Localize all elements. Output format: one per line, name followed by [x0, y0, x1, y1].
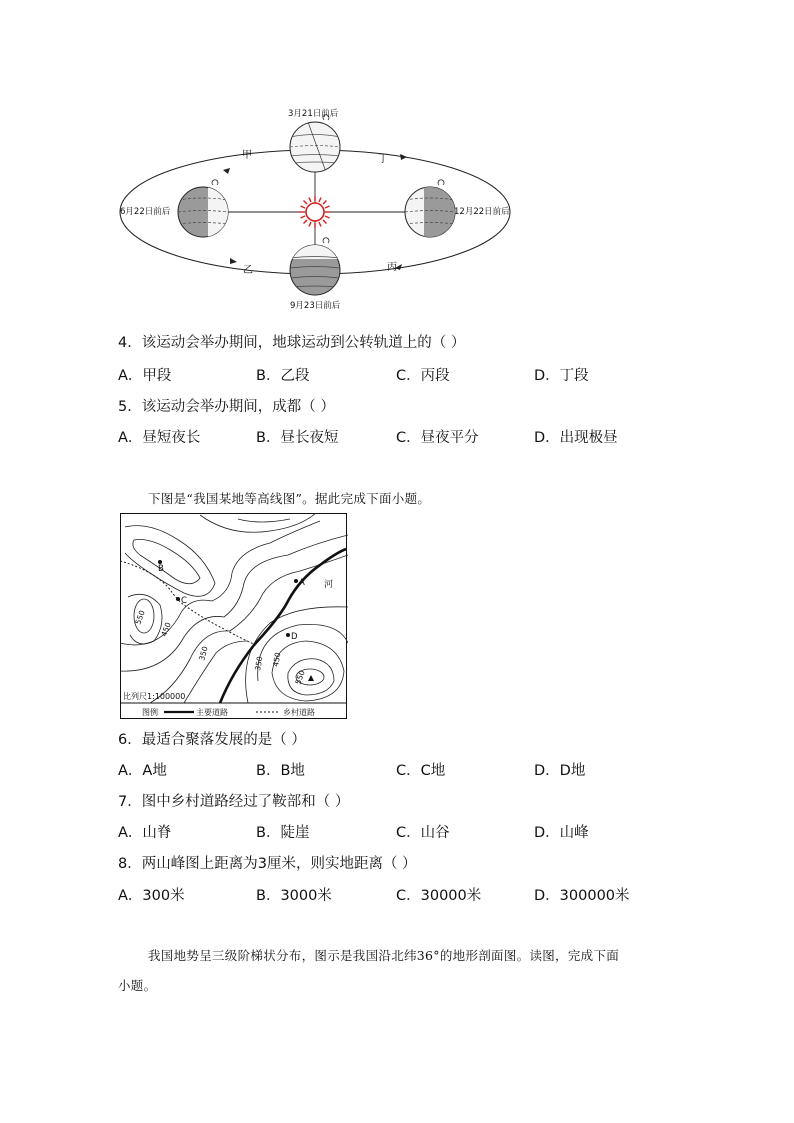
earth-march-icon [290, 115, 340, 172]
segment-label-jia: 甲 [242, 150, 252, 161]
q7-option-c[interactable]: C．山谷 [396, 825, 450, 841]
question-6-stem: 6．最适合聚落发展的是（ ） [118, 732, 306, 748]
river-label: 河 [324, 580, 334, 590]
earth-september-icon [290, 238, 340, 295]
q5-option-a[interactable]: A．昼短夜长 [118, 430, 201, 446]
contour-label-450b: 450 [271, 651, 283, 668]
point-c-label: C [181, 596, 187, 606]
sun-icon [299, 196, 331, 228]
q8-option-a[interactable]: A．300米 [118, 888, 185, 904]
question-7-stem: 7．图中乡村道路经过了鞍部和（ ） [118, 794, 350, 810]
q4-option-c[interactable]: C．丙段 [396, 368, 450, 384]
q5-option-c[interactable]: C．昼夜平分 [396, 430, 479, 446]
date-label-march: 3月21日前后 [288, 109, 339, 119]
point-a-dot [294, 579, 298, 583]
date-label-september: 9月23日前后 [290, 301, 341, 311]
segment-label-bing: 丙 [387, 262, 397, 273]
point-c-dot [176, 597, 180, 601]
question-8-stem: 8．两山峰图上距离为3厘米，则实地距离（ ） [118, 856, 417, 872]
terrain-intro-line1: 我国地势呈三级阶梯状分布，图示是我国沿北纬36°的地形剖面图。读图，完成下面 [148, 948, 620, 963]
earth-orbit-figure [110, 100, 530, 315]
q5-option-d[interactable]: D．出现极昼 [534, 430, 618, 446]
contour-label-550: 550 [133, 609, 147, 626]
question-5-stem: 5．该运动会举办期间，成都（ ） [118, 399, 335, 415]
contour-intro: 下图是“我国某地等高线图”。据此完成下面小题。 [148, 491, 431, 506]
point-b-label: B [158, 564, 164, 574]
scale-text: 比列尺1:100000 [123, 692, 186, 701]
q4-option-a[interactable]: A．甲段 [118, 368, 172, 384]
q8-option-d[interactable]: D．300000米 [534, 888, 630, 904]
segment-label-yi: 乙 [243, 265, 253, 276]
point-a-label: A [299, 578, 305, 588]
contour-label-450: 450 [159, 621, 173, 638]
q4-option-b[interactable]: B．乙段 [256, 368, 310, 384]
earth-december-icon [405, 180, 459, 244]
q8-option-c[interactable]: C．30000米 [396, 888, 482, 904]
terrain-intro-line2: 小题。 [118, 978, 157, 993]
point-d-label: D [291, 632, 298, 642]
date-label-june: 6月22日前后 [120, 207, 171, 217]
contour-label-550b: 550 [293, 669, 307, 686]
q6-option-d[interactable]: D．D地 [534, 763, 586, 779]
point-d-dot [286, 633, 290, 637]
q4-option-d[interactable]: D．丁段 [534, 368, 589, 384]
q6-option-c[interactable]: C．C地 [396, 763, 446, 779]
date-label-december: 12月22日前后 [454, 207, 510, 217]
legend-village-road: 乡村道路 [283, 708, 315, 717]
orbit-arrow [223, 168, 230, 174]
q7-option-b[interactable]: B．陡崖 [256, 825, 310, 841]
contour-label-350b: 350 [253, 655, 265, 672]
q8-option-b[interactable]: B．3000米 [256, 888, 332, 904]
q5-option-b[interactable]: B．昼长夜短 [256, 430, 339, 446]
contour-label-350: 350 [197, 645, 210, 662]
legend-main-road: 主要道路 [196, 708, 228, 717]
legend-title: 图例 [142, 708, 158, 717]
question-4-stem: 4．该运动会举办期间，地球运动到公转轨道上的（ ） [118, 335, 466, 351]
q6-option-a[interactable]: A．A地 [118, 763, 167, 779]
q6-option-b[interactable]: B．B地 [256, 763, 305, 779]
orbit-arrow [400, 154, 407, 160]
orbit-arrow [230, 258, 237, 264]
segment-label-ding: 丁 [378, 154, 388, 165]
q7-option-d[interactable]: D．山峰 [534, 825, 589, 841]
q7-option-a[interactable]: A．山脊 [118, 825, 172, 841]
contour-map [120, 513, 348, 720]
